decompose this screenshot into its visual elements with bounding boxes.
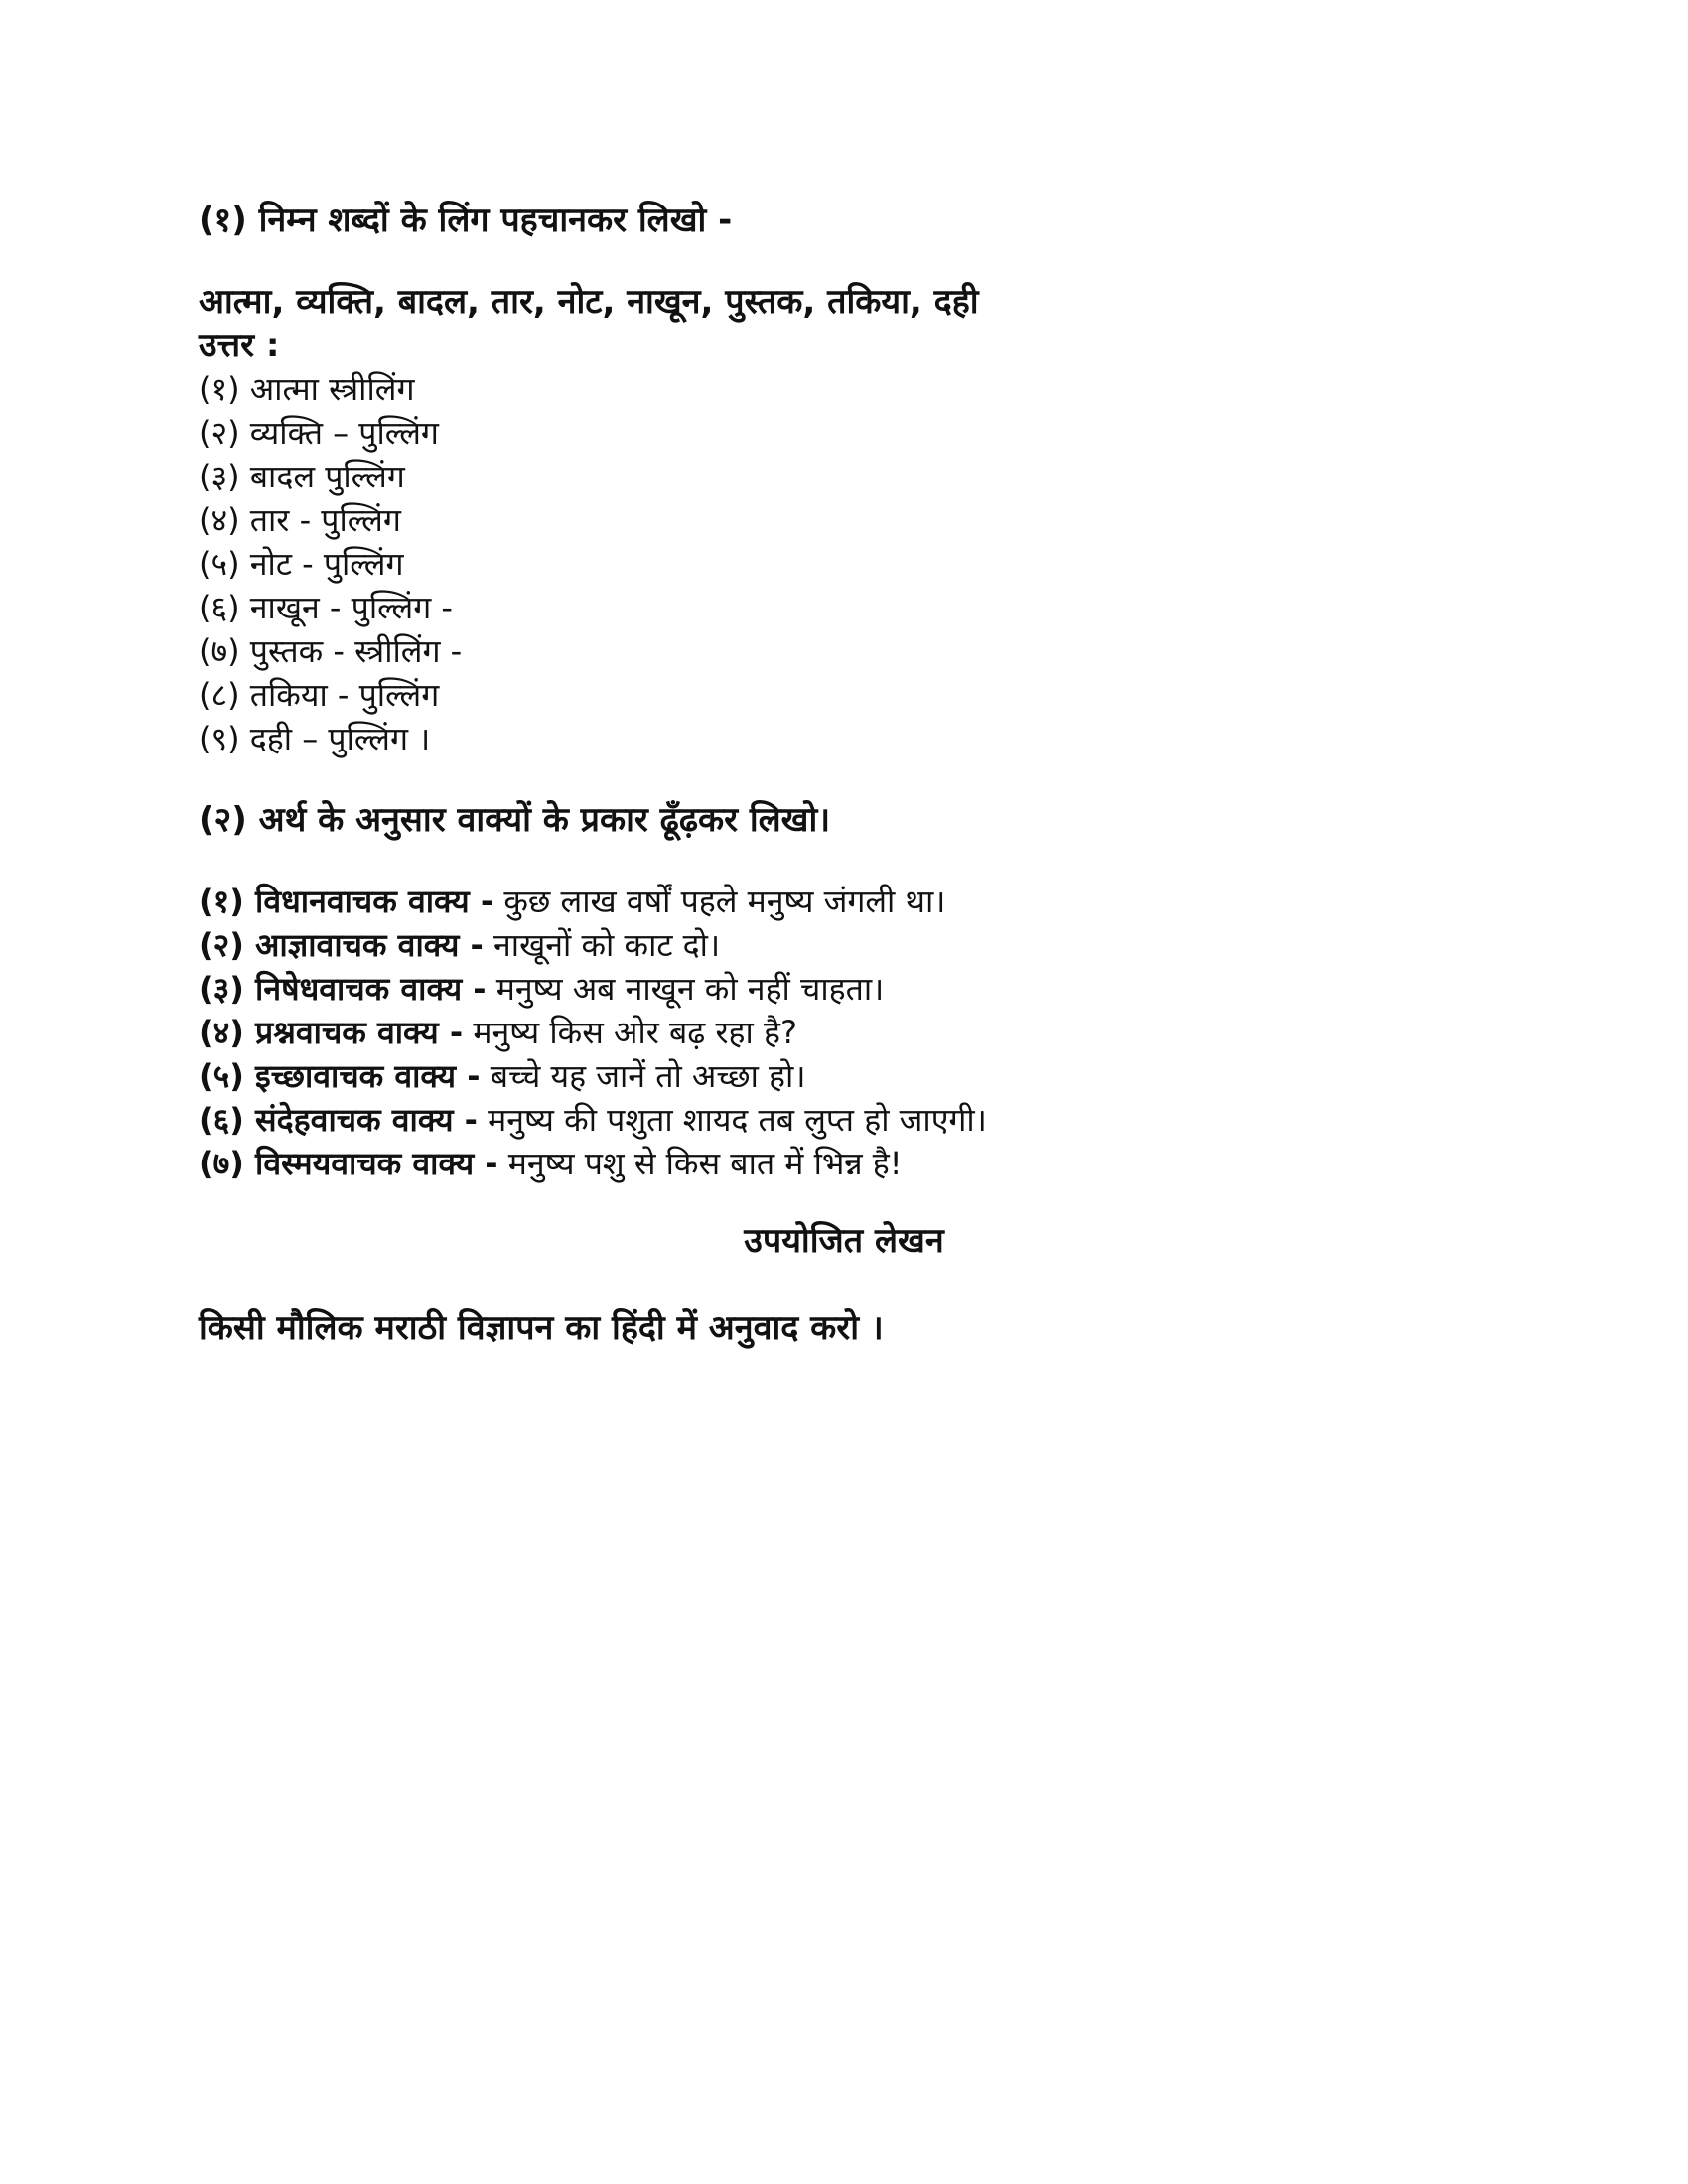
list-item: (८) तकिया - पुल्लिंग (199, 676, 440, 714)
list-item: (७) पुस्तक - स्त्रीलिंग - (199, 632, 463, 670)
list-item: (३) बादल पुल्लिंग (199, 458, 405, 495)
list-item (199, 967, 1489, 1011)
section-title: उपयोजित लेखन (744, 1221, 944, 1261)
answer-list (199, 367, 1489, 760)
sentence-type: (४) प्रश्नवाचक वाक्य - (199, 1014, 464, 1051)
list-item: (९) दही – पुल्लिंग । (199, 720, 431, 757)
question-1-heading: (१) निम्न शब्दों के लिंग पहचानकर लिखो - (199, 201, 733, 240)
list-item (199, 1054, 1489, 1098)
list-item: (५) नोट - पुल्लिंग (199, 545, 404, 583)
sentence-text: मनुष्य की पशुता शायद तब लुप्त हो जाएगी। (477, 1101, 987, 1139)
answer-label: उत्तर : (199, 326, 280, 365)
list-item (199, 880, 1489, 923)
sentence-text: कुछ लाख वर्षों पहले मनुष्य जंगली था। (493, 883, 946, 920)
sentence-type: (५) इच्छावाचक वाक्य - (199, 1057, 481, 1095)
list-item: (१) आत्मा स्त्रीलिंग (199, 370, 415, 408)
list-item (199, 1098, 1489, 1142)
section-task: किसी मौलिक मराठी विज्ञापन का हिंदी में अनुवाद करो । (199, 1308, 884, 1348)
question-2-heading: (२) अर्थ के अनुसार वाक्यों के प्रकार ढूँढ़कर लिखो। (199, 800, 831, 840)
list-item (199, 1011, 1489, 1054)
sentence-type: (२) आज्ञावाचक वाक्य - (199, 926, 484, 964)
sentence-list (199, 880, 1489, 1185)
sentence-text: नाखूनों को काट दो। (483, 926, 721, 964)
sentence-type: (६) संदेहवाचक वाक्य - (199, 1101, 478, 1139)
list-item (199, 923, 1489, 967)
list-item: (४) तार - पुल्लिंग (199, 501, 401, 539)
sentence-text: बच्चे यह जानें तो अच्छा हो। (480, 1057, 806, 1095)
sentence-type: (३) निषेधवाचक वाक्य - (199, 970, 487, 1008)
sentence-text: मनुष्य किस ओर बढ़ रहा है? (463, 1014, 797, 1051)
list-item: (२) व्यक्ति – पुल्लिंग (199, 414, 439, 452)
question-1-words: आत्मा, व्यक्ति, बादल, तार, नोट, नाखून, पुस्तक, तकिया, दही (199, 282, 979, 322)
list-item: (६) नाखून - पुल्लिंग - (199, 589, 453, 626)
sentence-type: (१) विधानवाचक वाक्य - (199, 883, 494, 920)
sentence-type: (७) विस्मयवाचक वाक्य - (199, 1145, 498, 1182)
sentence-text: मनुष्य अब नाखून को नहीं चाहता। (486, 970, 885, 1008)
sentence-text: मनुष्य पशु से किस बात में भिन्न है! (497, 1145, 903, 1182)
list-item (199, 1142, 1489, 1185)
